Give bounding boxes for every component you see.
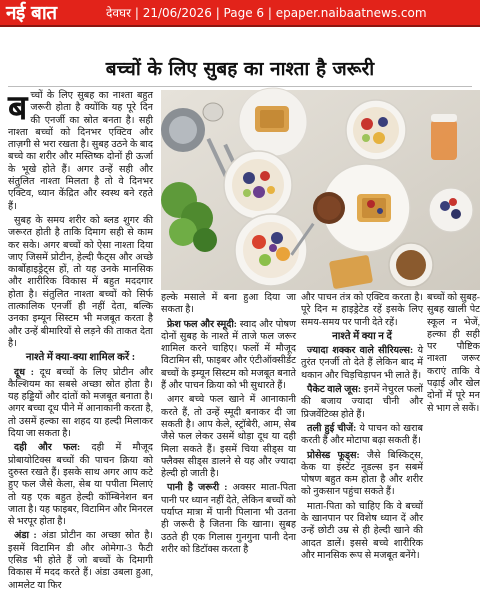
article-paragraph bbox=[8, 367, 153, 441]
paragraph-lead-in: दूध : bbox=[14, 366, 34, 378]
paragraph-text: ये पाचन को खराब करती हैं और मोटापा बढ़ा सकती हैं। bbox=[301, 422, 423, 447]
paragraph-lead-in: पानी है जरूरी : bbox=[167, 482, 228, 494]
subheading-text: नाश्ते में क्या-क्या शामिल करें : bbox=[25, 352, 136, 364]
article-paragraph bbox=[301, 450, 423, 499]
article-column-1 bbox=[8, 88, 154, 591]
section-subheading bbox=[8, 352, 153, 364]
edition-dateline: देवघर | 21/06/2026 | Page 6 | epaper.naibaatnews.com bbox=[106, 6, 427, 20]
article-paragraph bbox=[301, 384, 423, 421]
drop-cap: ब bbox=[8, 88, 28, 128]
article-paragraph bbox=[301, 292, 423, 329]
article-paragraph bbox=[427, 292, 480, 415]
paragraph-text: ये तुरंत एनर्जी तो देते हैं लेकिन बाद में थकान और चिड़चिड़ापन भी लाते हैं। bbox=[301, 345, 424, 381]
paragraph-lead-in: दही और फल: bbox=[14, 442, 81, 454]
article-paragraph bbox=[8, 215, 153, 350]
paragraph-text: और पाचन तंत्र को एक्टिव करता है। पूरे दिन म हाइड्रेटेड रहें इसके लिए समय-समय पर पानी देते रहें। bbox=[301, 292, 423, 328]
paragraph-text: दही में मौजूद प्रोबायोटिक्स बच्चों की पाचन क्रिया को दुरुस्त रखते हैं। इसके साथ अगर आप कटे हुए फल जैसे केला, सेब या पपीता मिलाएं तो यह एक बहुत हेल्दी कॉम्बिनेशन बन जाता है। यह फाइबर, विटामिन और मिनरल से भरपूर होता है। bbox=[8, 442, 153, 528]
article-paragraph bbox=[161, 319, 296, 393]
paragraph-lead-in: तली हुई चीजें: bbox=[307, 422, 357, 434]
newspaper-logo[interactable]: नई बात bbox=[6, 2, 57, 24]
paragraph-text: इनमें नेचुरल फलों की बजाय ज्यादा चीनी और प्रिजर्वेटिव्स होते हैं। bbox=[301, 384, 423, 420]
subheading-text: नाश्ते में क्या न दें bbox=[332, 330, 392, 342]
article-paragraph bbox=[161, 292, 296, 317]
paragraph-text: दूध बच्चों के लिए प्रोटीन और कैल्शियम का सबसे अच्छा स्रोत होता है। यह हड्डियों और दांतों को मजबूत बनाता है। अगर बच्चा दूध पीने में आनाकानी करता है, तो उसमें हल्का सा शहद या हल्दी मिलाकर दिया जा सकता है। bbox=[8, 366, 154, 440]
article-column-3 bbox=[301, 292, 424, 561]
masthead-bar bbox=[0, 0, 480, 27]
paragraph-text: स्वाद और पोषण दोनों सुबह के नाश्ते में ताजे फल जरूर शामिल करने चाहिए। फलों में मौजूद विटामिन सी, फाइबर और एंटीऑक्सीडेंट बच्चों के इम्यून सिस्टम को मजबूत बनाते हैं और पाचन क्रिया को भी सुधारते हैं। bbox=[161, 318, 296, 392]
paragraph-text: जैसे बिस्किट्स, केक या इंस्टेंट नूडल्स इन सबमें पोषण बहुत कम होता है और शरीर को नुकसान पहुंचा सकते हैं। bbox=[301, 449, 424, 498]
article-paragraph bbox=[161, 482, 296, 556]
article-column-4 bbox=[427, 292, 480, 500]
paragraph-lead-in: ज्यादा शक्कर वाले सीरियल्स: bbox=[307, 345, 414, 357]
paragraph-text: च्चों के लिए सुबह का नाश्ता बहुत जरूरी होता है क्योंकि यह पूरे दिन की एनर्जी का स्रोत बनता है। सही नाश्ता बच्चों को दिनभर एक्टिव और ताज़गी से भरा रखता है। सुबह उठने के बाद बच्चे का शरीर और मस्तिष्क दोनों ही ऊर्जा के भूखे होते हैं। अगर उन्हें सही और संतुलित नाश्ता मिलता है तो वे दिनभर एक्टिव, ध्यान केंद्रित और स्वस्थ बने रहते हैं। bbox=[8, 90, 153, 212]
article-paragraph bbox=[301, 501, 423, 562]
article-paragraph bbox=[301, 345, 423, 382]
paragraph-text: सुबह के समय शरीर को ब्लड शुगर की जरूरत होती है ताकि दिमाग सही से काम कर सके। अगर बच्चों को ऐसा नाश्ता दिया जाए जिसमें प्रोटीन, हेल्दी फैट्स और अच्छे कार्बोहाइड्रेट्स हों, तो यह उनके मानसिक और शारीरिक विकास में बहुत मददगार होता है। संतुलित नाश्ता बच्चों को सिर्फ तात्कालिक एनर्जी ही नहीं देता, बल्कि उनका इम्यून सिस्टम भी मजबूत करता है और उन्हें बीमारियों से लड़ने की ताकत देता है। bbox=[8, 214, 153, 349]
article-paragraph bbox=[301, 423, 423, 448]
paragraph-lead-in: प्रोसेस्ड फूड्स: bbox=[307, 449, 360, 461]
paragraph-lead-in: फ्रेश फल और स्मूदी: bbox=[167, 318, 237, 330]
breakfast-table-photo bbox=[161, 90, 480, 290]
paragraph-text: अगर बच्चे फल खाने में आनाकानी करते हैं, तो उन्हें स्मूदी बनाकर दी जा सकती है। आप केले, स्ट्रॉबेरी, आम, सेब जैसे फल लेकर उसमें थोड़ा दूध या दही मिला सकते हैं। इसमें चिया सीड्स या फ्लैक्स सीड्स डालने से यह और ज्यादा हेल्दी हो जाती है। bbox=[161, 394, 296, 480]
paragraph-lead-in: पैकेट वाले जूस: bbox=[307, 384, 362, 396]
article-paragraph bbox=[8, 530, 153, 591]
paragraph-lead-in: अंडा : bbox=[14, 530, 37, 542]
paragraph-text: अक्सर माता-पिता पानी पर ध्यान नहीं देते, लेकिन बच्चों को पर्याप्त मात्रा में पानी पिलाना भी उतना ही जरूरी है जितना कि खाना। सुबह उठते ही एक गिलास गुनगुना पानी देना शरीर को डिटॉक्स करता है bbox=[161, 482, 296, 555]
breakfast-illustration bbox=[161, 90, 480, 290]
paragraph-text: बच्चों को सुबह-सुबह खाली पेट स्कूल न भेजें, हल्का ही सही पर पौष्टिक नाश्ता जरूर कराएं ताकि वे पढ़ाई और खेल दोनों में पूरे मन से भाग ले सकें। bbox=[427, 292, 480, 414]
article-paragraph bbox=[161, 394, 296, 480]
article-column-2 bbox=[161, 292, 296, 555]
article-headline: बच्चों के लिए सुबह का नाश्ता है जरूरी bbox=[105, 58, 375, 80]
article-paragraph bbox=[8, 90, 153, 213]
paragraph-text: माता-पिता को चाहिए कि वे बच्चों के खानपान पर विशेष ध्यान दें और उन्हें छोटी उम्र से ही हेल्दी खाने की आदत डालें। इससे बच्चे शारीरिक और मानसिक रूप से मजबूत बनेंगे। bbox=[301, 500, 423, 561]
paragraph-text: अंडा प्रोटीन का अच्छा स्रोत है। इसमें विटामिन डी और ओमेगा-3 फैटी एसिड भी होते हैं जो बच्चों के दिमागी विकास में मदद करते हैं। अंडा उबला हुआ, आमलेट या फिर bbox=[8, 530, 153, 591]
headline-divider bbox=[8, 86, 472, 87]
section-subheading bbox=[301, 331, 423, 343]
article-paragraph bbox=[8, 442, 153, 528]
paragraph-text: हल्के मसाले में बना हुआ दिया जा सकता है। bbox=[161, 292, 296, 316]
